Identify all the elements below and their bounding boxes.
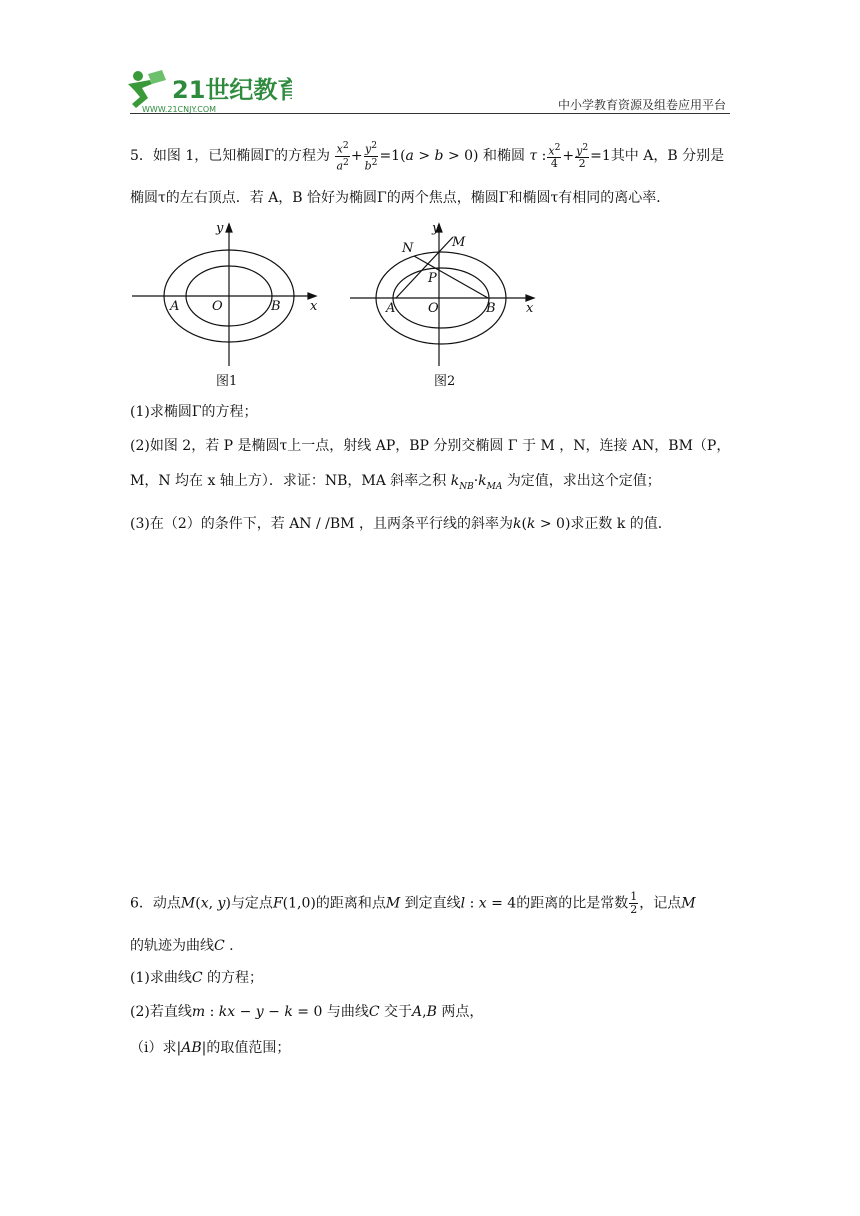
fig2-O-label: O — [428, 301, 439, 316]
fig1-y-label: y — [216, 221, 224, 236]
header-divider — [130, 113, 730, 114]
fig1-B-label: B — [271, 299, 281, 314]
fig2-A-label: A — [386, 301, 396, 316]
q5-line1: 5．如图 1，已知椭圆Γ的方程为 $\frac{x^2}{a^2}$ + $\frac{y^2}{b^2}$ =1(a > b > 0) 和椭圆 τ : $\frac{x^2}{4}$ + $\frac{y^2}{2}$ =1其中 A，B 分别是 — [130, 140, 725, 173]
q5-part2-line2: M，N 均在 x 轴上方）．求证：NB，MA 斜率之积 $k_{NB}\cdot k_{MA}$ 为定值，求出这个定值； — [130, 473, 661, 492]
q6-line1: 6．动点M(x, y)与定点F(1,0)的距离和点M 到定直线l : x = 4的距离的比是常数 $\frac{1}{2}$ ，记点M — [130, 890, 696, 916]
platform-title: 中小学教育资源及组卷应用平台 — [557, 98, 726, 112]
q5-line2: 椭圆τ的左右顶点．若 A，B 恰好为椭圆Γ的两个焦点，椭圆Γ和椭圆τ有相同的离心率． — [130, 190, 671, 206]
fig2-M-label: M — [452, 235, 466, 250]
fig2-N-label: N — [402, 241, 414, 256]
fig2-y-label: y — [432, 221, 440, 236]
q6-part1: (1)求曲线C 的方程； — [130, 970, 264, 986]
q5-figures — [130, 218, 550, 388]
q5-part1: (1)求椭圆Γ的方程； — [130, 404, 258, 420]
q6-part2i: （ⅰ）求|AB|的取值范围； — [130, 1040, 291, 1056]
q6-line2: 的轨迹为曲线C . — [130, 938, 234, 954]
fig1-caption: 图1 — [216, 374, 238, 389]
fig2-caption: 图2 — [434, 374, 456, 389]
fig1-O-label: O — [212, 299, 223, 314]
fig2-P-label: P — [428, 271, 437, 286]
q5-part3: (3)在（2）的条件下，若 AN / /BM ，且两条平行线的斜率为k(k > 0)求正数 k 的值． — [130, 516, 672, 532]
site-logo — [122, 68, 292, 114]
fig2-x-label: x — [526, 301, 534, 316]
fig1-A-label: A — [170, 299, 180, 314]
q5-part2-line1: (2)如图 2，若 P 是椭圆τ上一点，射线 AP，BP 分别交椭圆 Γ 于 M ，N，连接 AN，BM（P， — [130, 438, 731, 454]
q6-part2: (2)若直线m : kx − y − k = 0 与曲线C 交于A,B 两点， — [130, 1004, 484, 1020]
fig1-x-label: x — [310, 299, 318, 314]
fig2-B-label: B — [486, 301, 496, 316]
logo-text: 21世纪教育 — [172, 76, 292, 104]
logo-url: WWW.21CNJY.COM — [142, 105, 217, 114]
